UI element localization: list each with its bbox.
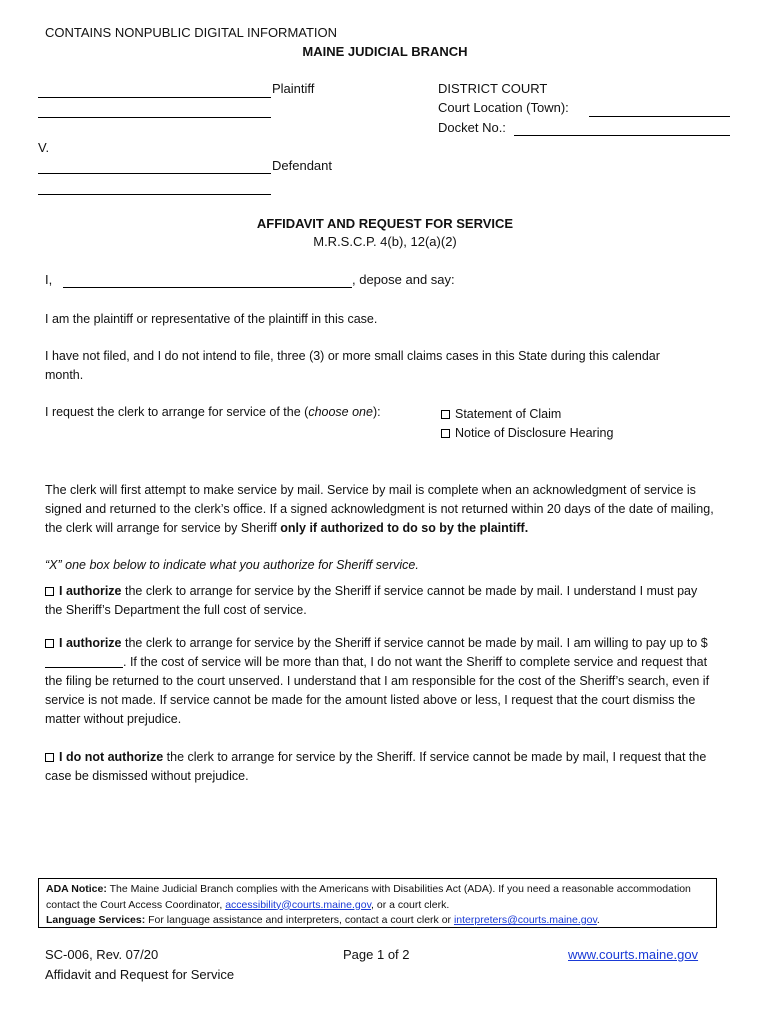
request-post: ): (372, 405, 381, 419)
auth3-bold: I do not authorize (59, 750, 164, 764)
defendant-line-1[interactable] (38, 173, 271, 174)
language-text: For language assistance and interpreters, contact a court clerk or (145, 914, 454, 926)
form-title: AFFIDAVIT AND REQUEST FOR SERVICE (256, 216, 514, 231)
language-end: . (596, 914, 600, 926)
court-name: DISTRICT COURT (438, 81, 548, 96)
branch-title: MAINE JUDICIAL BRANCH (302, 44, 468, 59)
form-name: Affidavit and Request for Service (45, 967, 235, 982)
authorize-limited-cost (45, 634, 717, 729)
checkbox-icon[interactable] (45, 753, 54, 762)
authorize-full-cost (45, 582, 717, 620)
instruction-text (45, 556, 717, 575)
option-statement-of-claim[interactable] (441, 405, 613, 424)
form-id: SC-006, Rev. 07/20 (45, 947, 159, 962)
service-options (441, 405, 613, 443)
service-mail-bold: only if authorized to do so by the plaintiff. (280, 521, 529, 535)
auth2-text-a: the clerk to arrange for service by the Sheriff if service cannot be made by mail. I am willing to pay up to $ (121, 636, 708, 650)
auth3-text: the clerk to arrange for service by the Sheriff. If service cannot be made by mail, I request that the case be dismissed without prejudice. (45, 750, 707, 783)
statement-plaintiff: I am the plaintiff or representative of the plaintiff in this case. (45, 312, 378, 326)
interpreters-email-link[interactable]: interpreters@courts.maine.gov (453, 914, 597, 926)
instruction-italic: “X” one box below to indicate what you authorize for Sheriff service. (45, 558, 419, 572)
plaintiff-line-2[interactable] (38, 117, 271, 118)
website-link[interactable]: www.courts.maine.gov (568, 947, 699, 962)
checkbox-icon[interactable] (441, 429, 450, 438)
defendant-line-2[interactable] (38, 194, 271, 195)
checkbox-icon[interactable] (45, 587, 54, 596)
plaintiff-line-1[interactable] (38, 97, 271, 98)
court-location-label: Court Location (Town): (438, 100, 569, 115)
defendant-label: Defendant (272, 158, 332, 173)
request-pre: I request the clerk to arrange for service of the ( (45, 405, 309, 419)
ada-notice (46, 882, 709, 913)
option-statement-label: Statement of Claim (455, 407, 562, 421)
auth1-text: the clerk to arrange for service by the Sheriff if service cannot be made by mail. I understand I must pay the Sheriff’s Department the full cost of service. (45, 584, 698, 617)
request-choose-one: choose one (308, 405, 373, 419)
request-service-text (45, 405, 381, 419)
ada-notice-box (38, 878, 717, 928)
ada-text-end: , or a court clerk. (371, 898, 450, 911)
option-disclosure-hearing[interactable] (441, 424, 613, 443)
statement-no-filings: I have not filed, and I do not intend to file, three (3) or more small claims cases in this State during this calendar month. (45, 349, 660, 382)
auth1-bold: I authorize (59, 584, 122, 598)
ada-text: The Maine Judicial Branch complies with the Americans with Disabilities Act (ADA). If you need a reasonable accommodation contact the Court Access Coordinator, (46, 883, 691, 911)
option-disclosure-label: Notice of Disclosure Hearing (455, 426, 614, 440)
i-label: I, (45, 272, 53, 287)
docket-label: Docket No.: (438, 120, 506, 135)
form-rule: M.R.S.C.P. 4(b), 12(a)(2) (313, 234, 457, 249)
nonpublic-notice: CONTAINS NONPUBLIC DIGITAL INFORMATION (45, 25, 338, 40)
affiant-name-field[interactable] (63, 287, 352, 288)
page-number: Page 1 of 2 (343, 947, 410, 962)
service-by-mail-paragraph (45, 481, 717, 538)
auth2-bold: I authorize (59, 636, 122, 650)
checkbox-icon[interactable] (45, 639, 54, 648)
language-label: Language Services: (46, 914, 146, 926)
language-services (46, 913, 709, 929)
checkbox-icon[interactable] (441, 410, 450, 419)
amount-field[interactable] (45, 655, 123, 668)
accessibility-email-link[interactable]: accessibility@courts.maine.gov (225, 898, 372, 911)
do-not-authorize (45, 748, 717, 786)
versus-label: V. (38, 140, 50, 155)
ada-label: ADA Notice: (46, 883, 107, 895)
auth2-text-b: . If the cost of service will be more than that, I do not want the Sheriff to complete service and request that the filing be returned to the court unserved. I understand that I am responsible for the cost of the Sheriff’s search, even if service is not made. If service cannot be made for the amount listed above or less, I request that the court dismiss the matter without prejudice. (45, 655, 710, 726)
plaintiff-label: Plaintiff (272, 81, 315, 96)
court-location-field[interactable] (589, 116, 730, 117)
depose-label: , depose and say: (352, 272, 455, 287)
service-mail-text: The clerk will first attempt to make service by mail. Service by mail is complete when an acknowledgment of service is signed and returned to the clerk’s office. If a signed acknowledgment is not returned within 20 days of the date of mailing, the clerk will arrange for service by Sheriff (45, 483, 714, 535)
docket-field[interactable] (514, 135, 730, 136)
